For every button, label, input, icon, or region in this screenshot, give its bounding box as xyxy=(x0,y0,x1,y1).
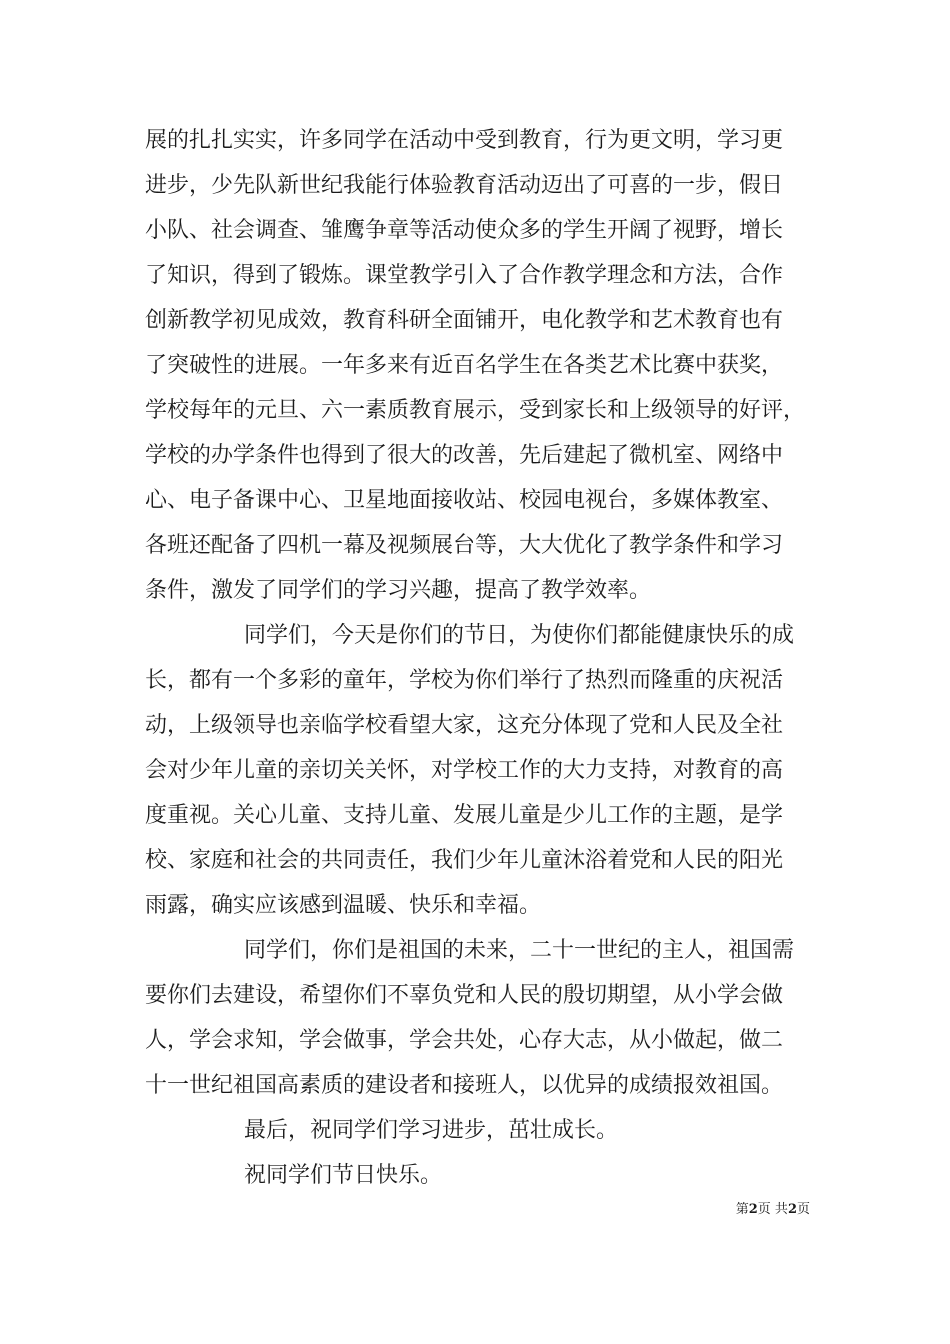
text-line: 人，学会求知，学会做事，学会共处，心存大志，从小做起，做二 xyxy=(145,1028,784,1053)
text-line: 小队、社会调查、雏鹰争章等活动使众多的学生开阔了视野，增长 xyxy=(145,218,784,243)
text-line: 学校每年的元旦、六一素质教育展示，受到家长和上级领导的好评， xyxy=(145,398,806,423)
text-line: 祝同学们节日快乐。 xyxy=(244,1163,443,1188)
document-body xyxy=(145,118,817,1198)
text-line: 最后，祝同学们学习进步，茁壮成长。 xyxy=(244,1118,619,1143)
paragraph xyxy=(145,928,817,1108)
footer-prefix: 第 xyxy=(735,1202,749,1217)
paragraph xyxy=(145,118,817,613)
text-line: 条件，激发了同学们的学习兴趣，提高了教学效率。 xyxy=(145,578,652,603)
page-footer xyxy=(690,1200,810,1220)
text-line: 校、家庭和社会的共同责任，我们少年儿童沐浴着党和人民的阳光 xyxy=(145,848,784,873)
text-line: 长，都有一个多彩的童年，学校为你们举行了热烈而隆重的庆祝活 xyxy=(145,668,784,693)
text-line: 同学们，你们是祖国的未来，二十一世纪的主人，祖国需 xyxy=(244,938,795,963)
text-line: 了突破性的进展。一年多来有近百名学生在各类艺术比赛中获奖， xyxy=(145,353,784,378)
footer-middle: 页 共 xyxy=(757,1202,788,1217)
text-line: 进步，少先队新世纪我能行体验教育活动迈出了可喜的一步，假日 xyxy=(145,173,784,198)
paragraph xyxy=(145,613,817,928)
text-line: 创新教学初见成效，教育科研全面铺开，电化教学和艺术教育也有 xyxy=(145,308,784,333)
text-line: 动，上级领导也亲临学校看望大家，这充分体现了党和人民及全社 xyxy=(145,713,784,738)
text-line: 会对少年儿童的亲切关关怀，对学校工作的大力支持，对教育的高 xyxy=(145,758,784,783)
text-line: 各班还配备了四机一幕及视频展台等，大大优化了教学条件和学习 xyxy=(145,533,784,558)
text-line: 学校的办学条件也得到了很大的改善，先后建起了微机室、网络中 xyxy=(145,443,784,468)
text-line: 了知识，得到了锻炼。课堂教学引入了合作教学理念和方法，合作 xyxy=(145,263,784,288)
footer-current-page: 2 xyxy=(748,1202,758,1217)
text-line: 十一世纪祖国高素质的建设者和接班人，以优异的成绩报效祖国。 xyxy=(145,1073,784,1098)
paragraph xyxy=(145,1153,817,1198)
footer-suffix: 页 xyxy=(796,1202,810,1217)
footer-total-pages: 2 xyxy=(787,1202,797,1217)
text-line: 心、电子备课中心、卫星地面接收站、校园电视台，多媒体教室、 xyxy=(145,488,784,513)
text-line: 雨露，确实应该感到温暖、快乐和幸福。 xyxy=(145,893,542,918)
text-line: 同学们，今天是你们的节日，为使你们都能健康快乐的成 xyxy=(244,623,795,648)
paragraph xyxy=(145,1108,817,1153)
text-line: 要你们去建设，希望你们不辜负党和人民的殷切期望，从小学会做 xyxy=(145,983,784,1008)
text-line: 展的扎扎实实，许多同学在活动中受到教育，行为更文明，学习更 xyxy=(145,128,784,153)
text-line: 度重视。关心儿童、支持儿童、发展儿童是少儿工作的主题，是学 xyxy=(145,803,784,828)
